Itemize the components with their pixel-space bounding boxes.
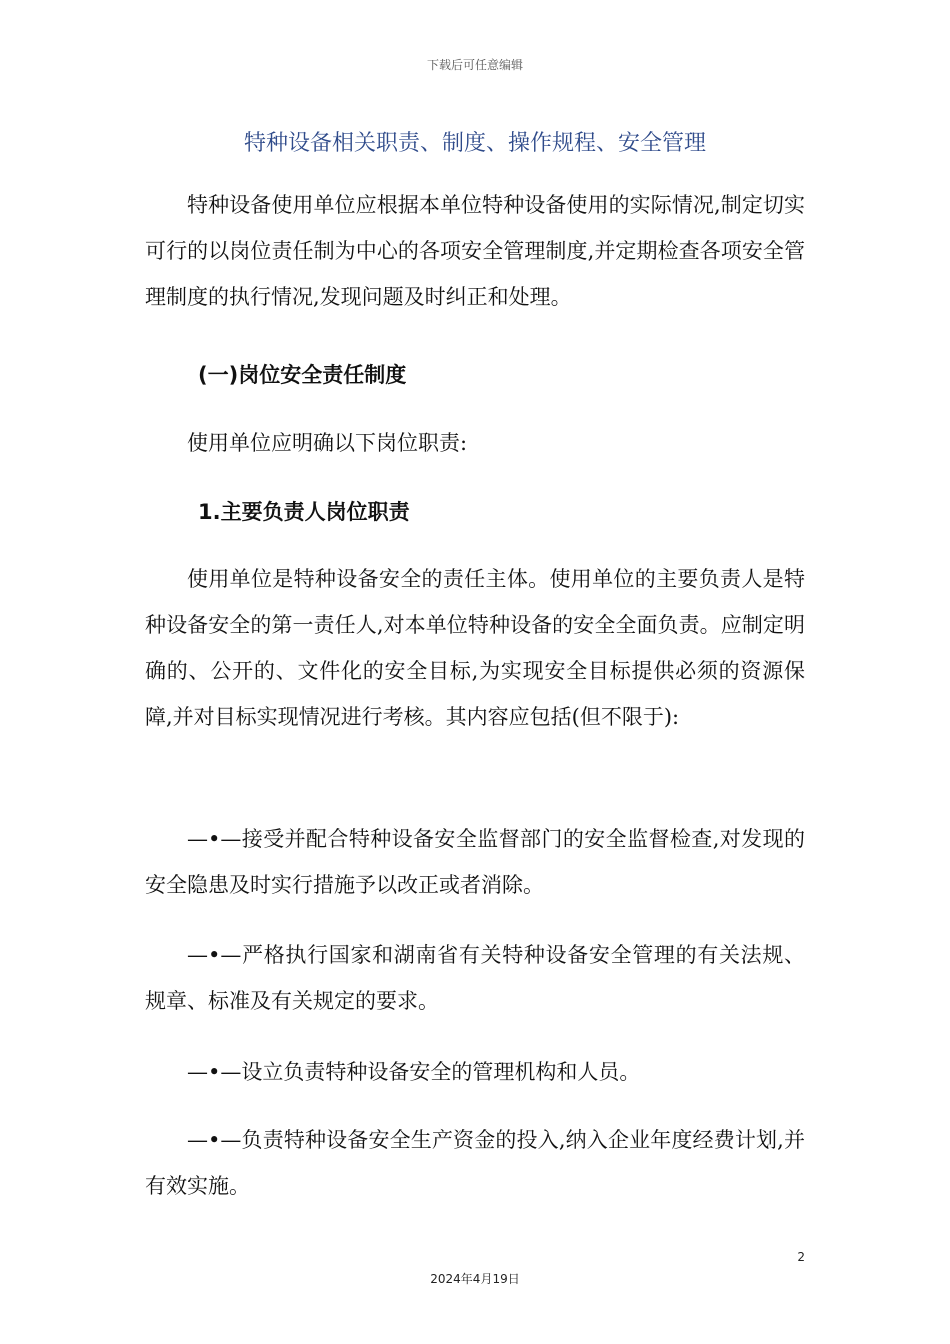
intro-paragraph: 特种设备使用单位应根据本单位特种设备使用的实际情况,制定切实可行的以岗位责任制为中心的各项安全管理制度,并定期检查各项安全管理制度的执行情况,发现问题及时纠正和处理。 <box>145 193 805 309</box>
subsection-1 <box>145 489 805 535</box>
section-1 <box>145 352 805 398</box>
document-body <box>145 182 805 320</box>
subsection-1-body-block <box>145 556 805 740</box>
list-item: —•—严格执行国家和湖南省有关特种设备安全管理的有关法规、规章、标准及有关规定的要求。 <box>145 943 805 1013</box>
section-lead: 使用单位应明确以下岗位职责: <box>187 431 468 455</box>
subsection-body: 使用单位是特种设备安全的责任主体。使用单位的主要负责人是特种设备安全的第一责任人,对本单位特种设备的安全全面负责。应制定明确的、公开的、文件化的安全目标,为实现安全目标提供必须的资源保障,并对目标实现情况进行考核。其内容应包括(但不限于): <box>145 567 805 729</box>
item-4-block <box>145 1117 805 1209</box>
section-heading: (一)岗位安全责任制度 <box>198 363 407 387</box>
list-item: —•—负责特种设备安全生产资金的投入,纳入企业年度经费计划,并有效实施。 <box>145 1128 805 1198</box>
page-number: 2 <box>797 1250 805 1264</box>
section-1-lead-block <box>145 420 805 466</box>
list-item: —•—设立负责特种设备安全的管理机构和人员。 <box>187 1060 641 1084</box>
item-2-block <box>145 932 805 1024</box>
document-title: 特种设备相关职责、制度、操作规程、安全管理 <box>243 131 706 156</box>
item-3-block <box>145 1049 805 1095</box>
header-note: 下载后可任意编辑 <box>426 58 523 72</box>
footer-date: 2024年4月19日 <box>430 1272 520 1286</box>
list-item: —•—接受并配合特种设备安全监督部门的安全监督检查,对发现的安全隐患及时实行措施予以改正或者消除。 <box>145 827 805 897</box>
item-1-block <box>145 816 805 908</box>
subsection-heading: 1.主要负责人岗位职责 <box>198 500 410 524</box>
